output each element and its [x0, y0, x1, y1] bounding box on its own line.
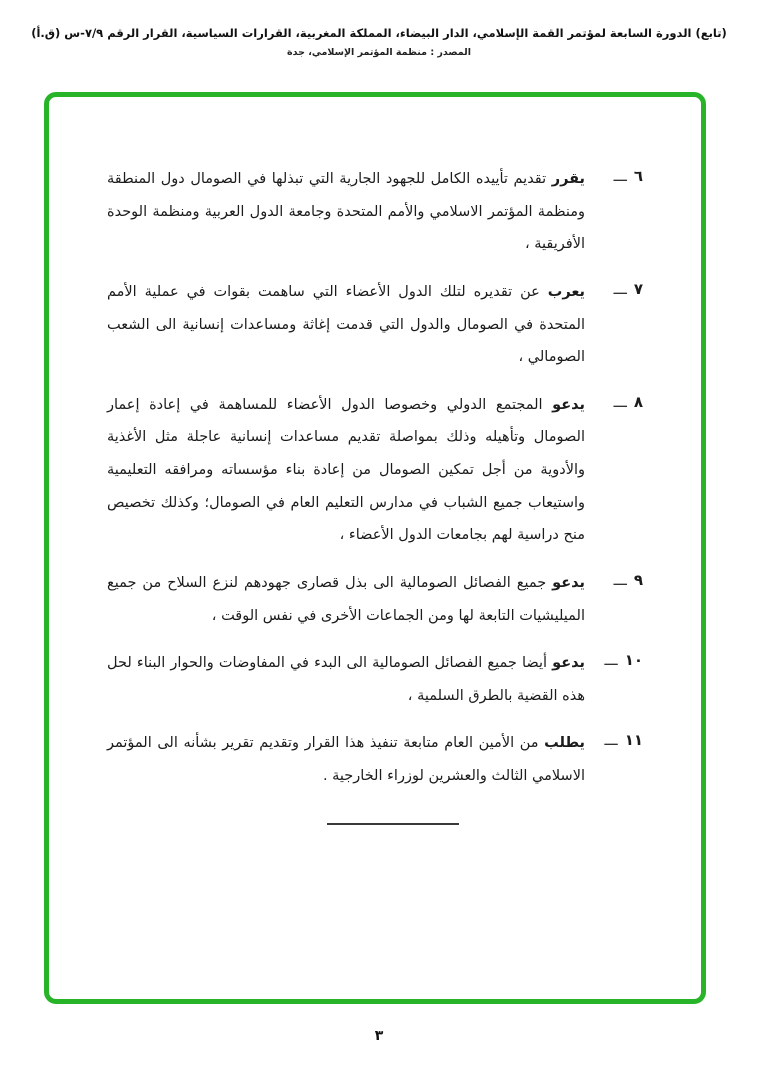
- item-lead-verb: يعرب: [547, 283, 585, 300]
- resolution-item: [107, 389, 643, 552]
- item-lead-verb: يدعو: [552, 655, 585, 672]
- resolution-item: [107, 163, 643, 261]
- item-text: [107, 389, 585, 552]
- item-text: [107, 647, 585, 712]
- item-marker: [595, 276, 643, 374]
- item-marker: [595, 567, 643, 632]
- item-dash: ـــ: [604, 651, 618, 670]
- item-dash: ـــ: [613, 570, 627, 589]
- item-body-text: جميع الفصائل الصومالية الى بذل قصارى جهودهم لنزع السلاح من جميع الميليشيات التابعة لها ومن الجماعات الأخرى في نفس الوقت ،: [107, 574, 585, 624]
- item-lead-verb: يقرر: [551, 171, 585, 187]
- resolution-body: [49, 97, 701, 825]
- item-body-text: أيضا جميع الفصائل الصومالية الى البدء في المفاوضات والحوار البناء لحل هذه القضية بالطرق السلمية ،: [107, 655, 585, 704]
- item-lead-verb: يطلب: [544, 735, 585, 752]
- item-text: [107, 163, 585, 261]
- header-source: المصدر : منظمة المؤتمر الإسلامي، جدة: [287, 47, 471, 58]
- item-number: ١٠: [624, 651, 643, 670]
- item-number: ٧: [633, 279, 643, 298]
- item-text: [107, 567, 585, 632]
- item-marker: [595, 163, 643, 261]
- header-title: (تابع) الدورة السابعة لمؤتمر القمة الإسلامي، الدار البيضاء، المملكة المغربية، القرارات السياسية، القرار الرقم ٧/٩-س (ق.أ): [31, 26, 727, 40]
- item-number: ٦: [633, 167, 643, 185]
- item-body-text: عن تقديره لتلك الدول الأعضاء التي ساهمت بقوات في عملية الأمم المتحدة في الصومال والدول التي قدمت إغاثة ومساعدات إنسانية الى الشعب الصومالي ،: [107, 283, 585, 366]
- resolution-item: [107, 727, 643, 792]
- item-number: ٨: [633, 392, 643, 411]
- content-frame: [44, 92, 706, 1004]
- item-body-text: المجتمع الدولي وخصوصا الدول الأعضاء للمساهمة في إعادة إعمار الصومال وتأهيله وذلك بمواصلة تقديم مساعدات إنسانية عاجلة مثل الأغذية والأدوية من أجل تمكين الصومال من إعادة بناء مؤسساته ومرافقه التعليمية واستيعاب جميع الشباب في مدارس التعليم العام في الصومال؛ وكذلك تخصيص منح دراسية لهم بجامعات الدول الأعضاء ،: [107, 396, 585, 544]
- page-number: ٣: [374, 1028, 384, 1044]
- item-number: ٩: [633, 570, 643, 589]
- item-marker: [595, 647, 643, 712]
- item-number: ١١: [624, 731, 643, 750]
- item-body-text: تقديم تأييده الكامل للجهود الجارية التي تبذلها في الصومال دول المنطقة ومنظمة المؤتمر الاسلامي والأمم المتحدة وجامعة الدول العربية ومنظمة الوحدة الأفريقية ،: [107, 171, 585, 253]
- item-text: [107, 276, 585, 374]
- resolution-item: [107, 647, 643, 712]
- item-dash: ـــ: [604, 731, 618, 750]
- item-dash: ـــ: [613, 392, 627, 411]
- item-text: [107, 727, 585, 792]
- item-lead-verb: يدعو: [552, 396, 585, 413]
- document-header: [0, 0, 758, 58]
- resolution-item: [107, 567, 643, 632]
- item-dash: ـــ: [613, 279, 627, 298]
- item-dash: ـــ: [613, 167, 627, 185]
- item-body-text: من الأمين العام متابعة تنفيذ هذا القرار وتقديم تقرير بشأنه الى المؤتمر الاسلامي الثالث والعشرين لوزراء الخارجية .: [107, 735, 585, 784]
- end-of-text-rule: [327, 823, 459, 825]
- item-marker: [595, 389, 643, 552]
- item-marker: [595, 727, 643, 792]
- item-lead-verb: يدعو: [552, 574, 585, 591]
- resolution-item: [107, 276, 643, 374]
